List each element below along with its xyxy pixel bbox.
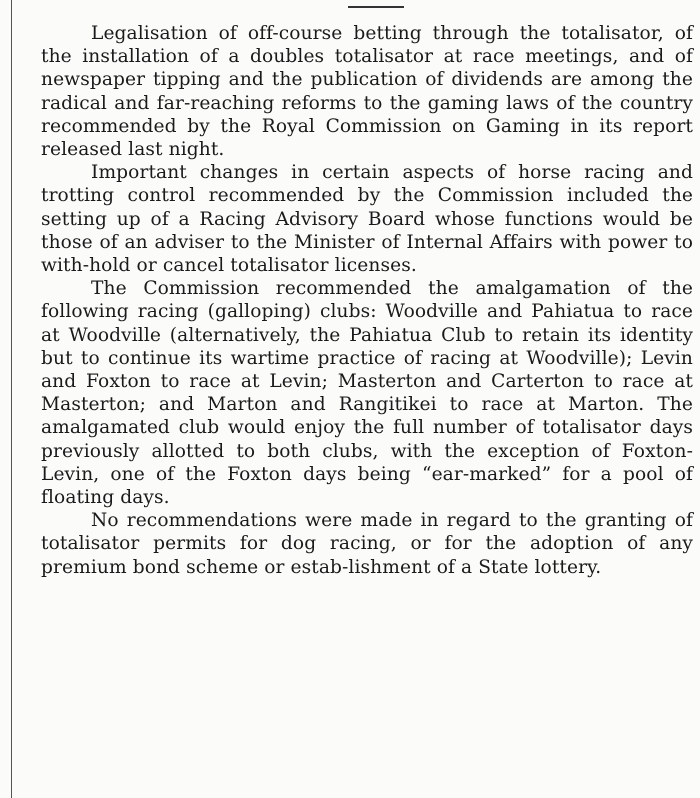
paragraph-no-recommendations: No recommendations were made in regard to the granting of totalisator permits for dog racing, or for the adoption of any premium bond scheme or estab-lishment of a State lottery. — [41, 510, 693, 578]
column-border-rule — [11, 0, 12, 798]
article-body — [41, 22, 693, 579]
column-divider-rule — [348, 6, 404, 8]
paragraph-important-changes: Important changes in certain aspects of horse racing and trotting control recommended by the Commission included the setting up of a Racing Advisory Board whose functions would be those of an adviser to the Minister of Internal Affairs with power to with-hold or cancel totalisator licenses. — [41, 162, 693, 277]
paragraph-legalisation: Legalisation of off-course betting through the totalisator, of the installation of a doubles totalisator at race meetings, and of newspaper tipping and the publication of dividends are among the radical and far-reaching reforms to the gaming laws of the country recommended by the Royal Commission on Gaming in its report released last night. — [41, 23, 693, 161]
paragraph-amalgamation: The Commission recommended the amalgamation of the following racing (galloping) clubs: Woodville and Pahiatua to race at Woodville (alternatively, the Pahiatua Club to retain its identity but to continue its wartime practice of racing at Woodville); Levin and Foxton to race at Levin; Masterton and Carterton to race at Masterton; and Marton and Rangitikei to race at Marton. The amalgamated club would enjoy the full number of totalisator days previously allotted to both clubs, with the exception of Foxton-Levin, one of the Foxton days being “ear-marked” for a pool of floating days. — [41, 278, 693, 509]
